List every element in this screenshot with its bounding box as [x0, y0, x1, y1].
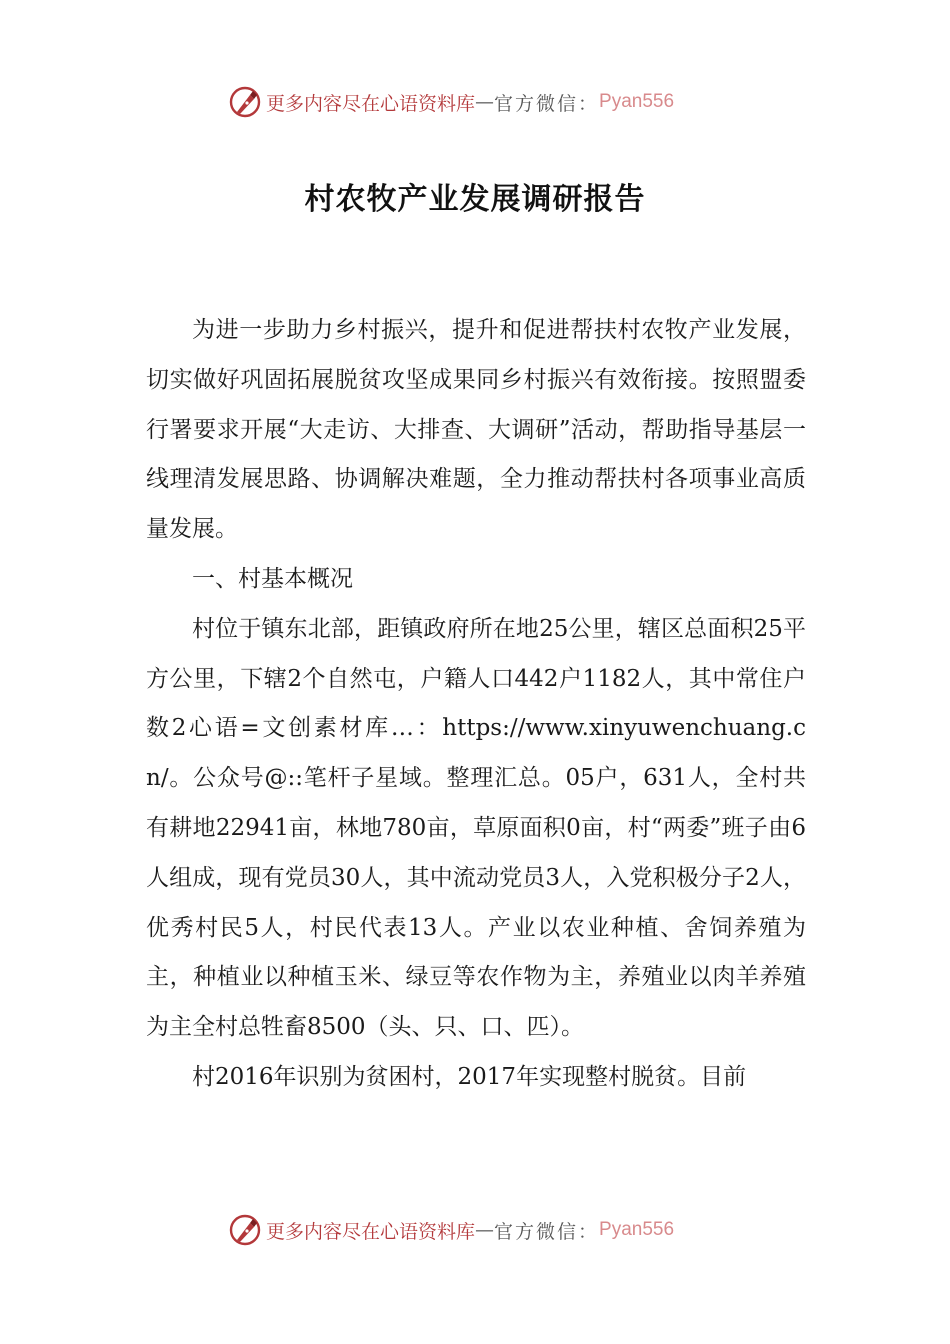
paragraph-intro: 为进一步助力乡村振兴，提升和促进帮扶村农牧产业发展，切实做好巩固拓展脱贫攻坚成果同乡村振兴有效衔接。按照盟委行署要求开展“大走访、大排查、大调研”活动，帮助指导基层一线理清发展思路、协调解决难题，全力推动帮扶村各项事业高质量发展。 — [146, 317, 806, 543]
paragraph-poverty-status: 村2016年识别为贫困村，2017年实现整村脱贫。目前 — [192, 1063, 747, 1090]
banner-wechat-label: 官方微信： — [494, 92, 600, 115]
paragraph-village-overview: 村位于镇东北部，距镇政府所在地25公里，辖区总面积25平方公里，下辖2个自然屯，户籍人口442户1182人，其中常住户数2心语=文创素材库…：https://www.xinyuwenchuang.cn/。公众号@::笔杆子星域。整理汇总。05户，631人，全村共有耕地22941亩，林地780亩，草原面积0亩，村“两委”班子由6人组成，现有党员30人，其中流动党员3人，入党积极分子2人，优秀村民5人，村民代表13人。产业以农业种植、舍饲养殖为主，种植业以种植玉米、绿豆等农作物为主，养殖业以肉羊养殖为主全村总牲畜8500（头、只、口、匹）。 — [146, 615, 806, 1041]
section-heading-basic-overview: 一、村基本概况 — [192, 565, 353, 592]
document-body — [146, 306, 806, 1103]
pen-nib-logo-icon — [228, 85, 262, 119]
footer-banner-dash: — — [475, 1219, 495, 1241]
footer-banner-wechat-label: 官方微信： — [494, 1220, 600, 1243]
footer-banner-wechat-id: Pyan556 — [599, 1219, 675, 1240]
header-banner — [228, 82, 674, 122]
pen-nib-logo-icon — [228, 1213, 262, 1247]
banner-dash: — — [475, 91, 495, 113]
footer-banner-slogan: 更多内容尽在心语资料库 — [266, 1220, 476, 1243]
document-title: 村农牧产业发展调研报告 — [304, 182, 646, 217]
footer-banner — [228, 1210, 674, 1250]
banner-wechat-id: Pyan556 — [599, 91, 675, 112]
banner-slogan: 更多内容尽在心语资料库 — [266, 92, 476, 115]
